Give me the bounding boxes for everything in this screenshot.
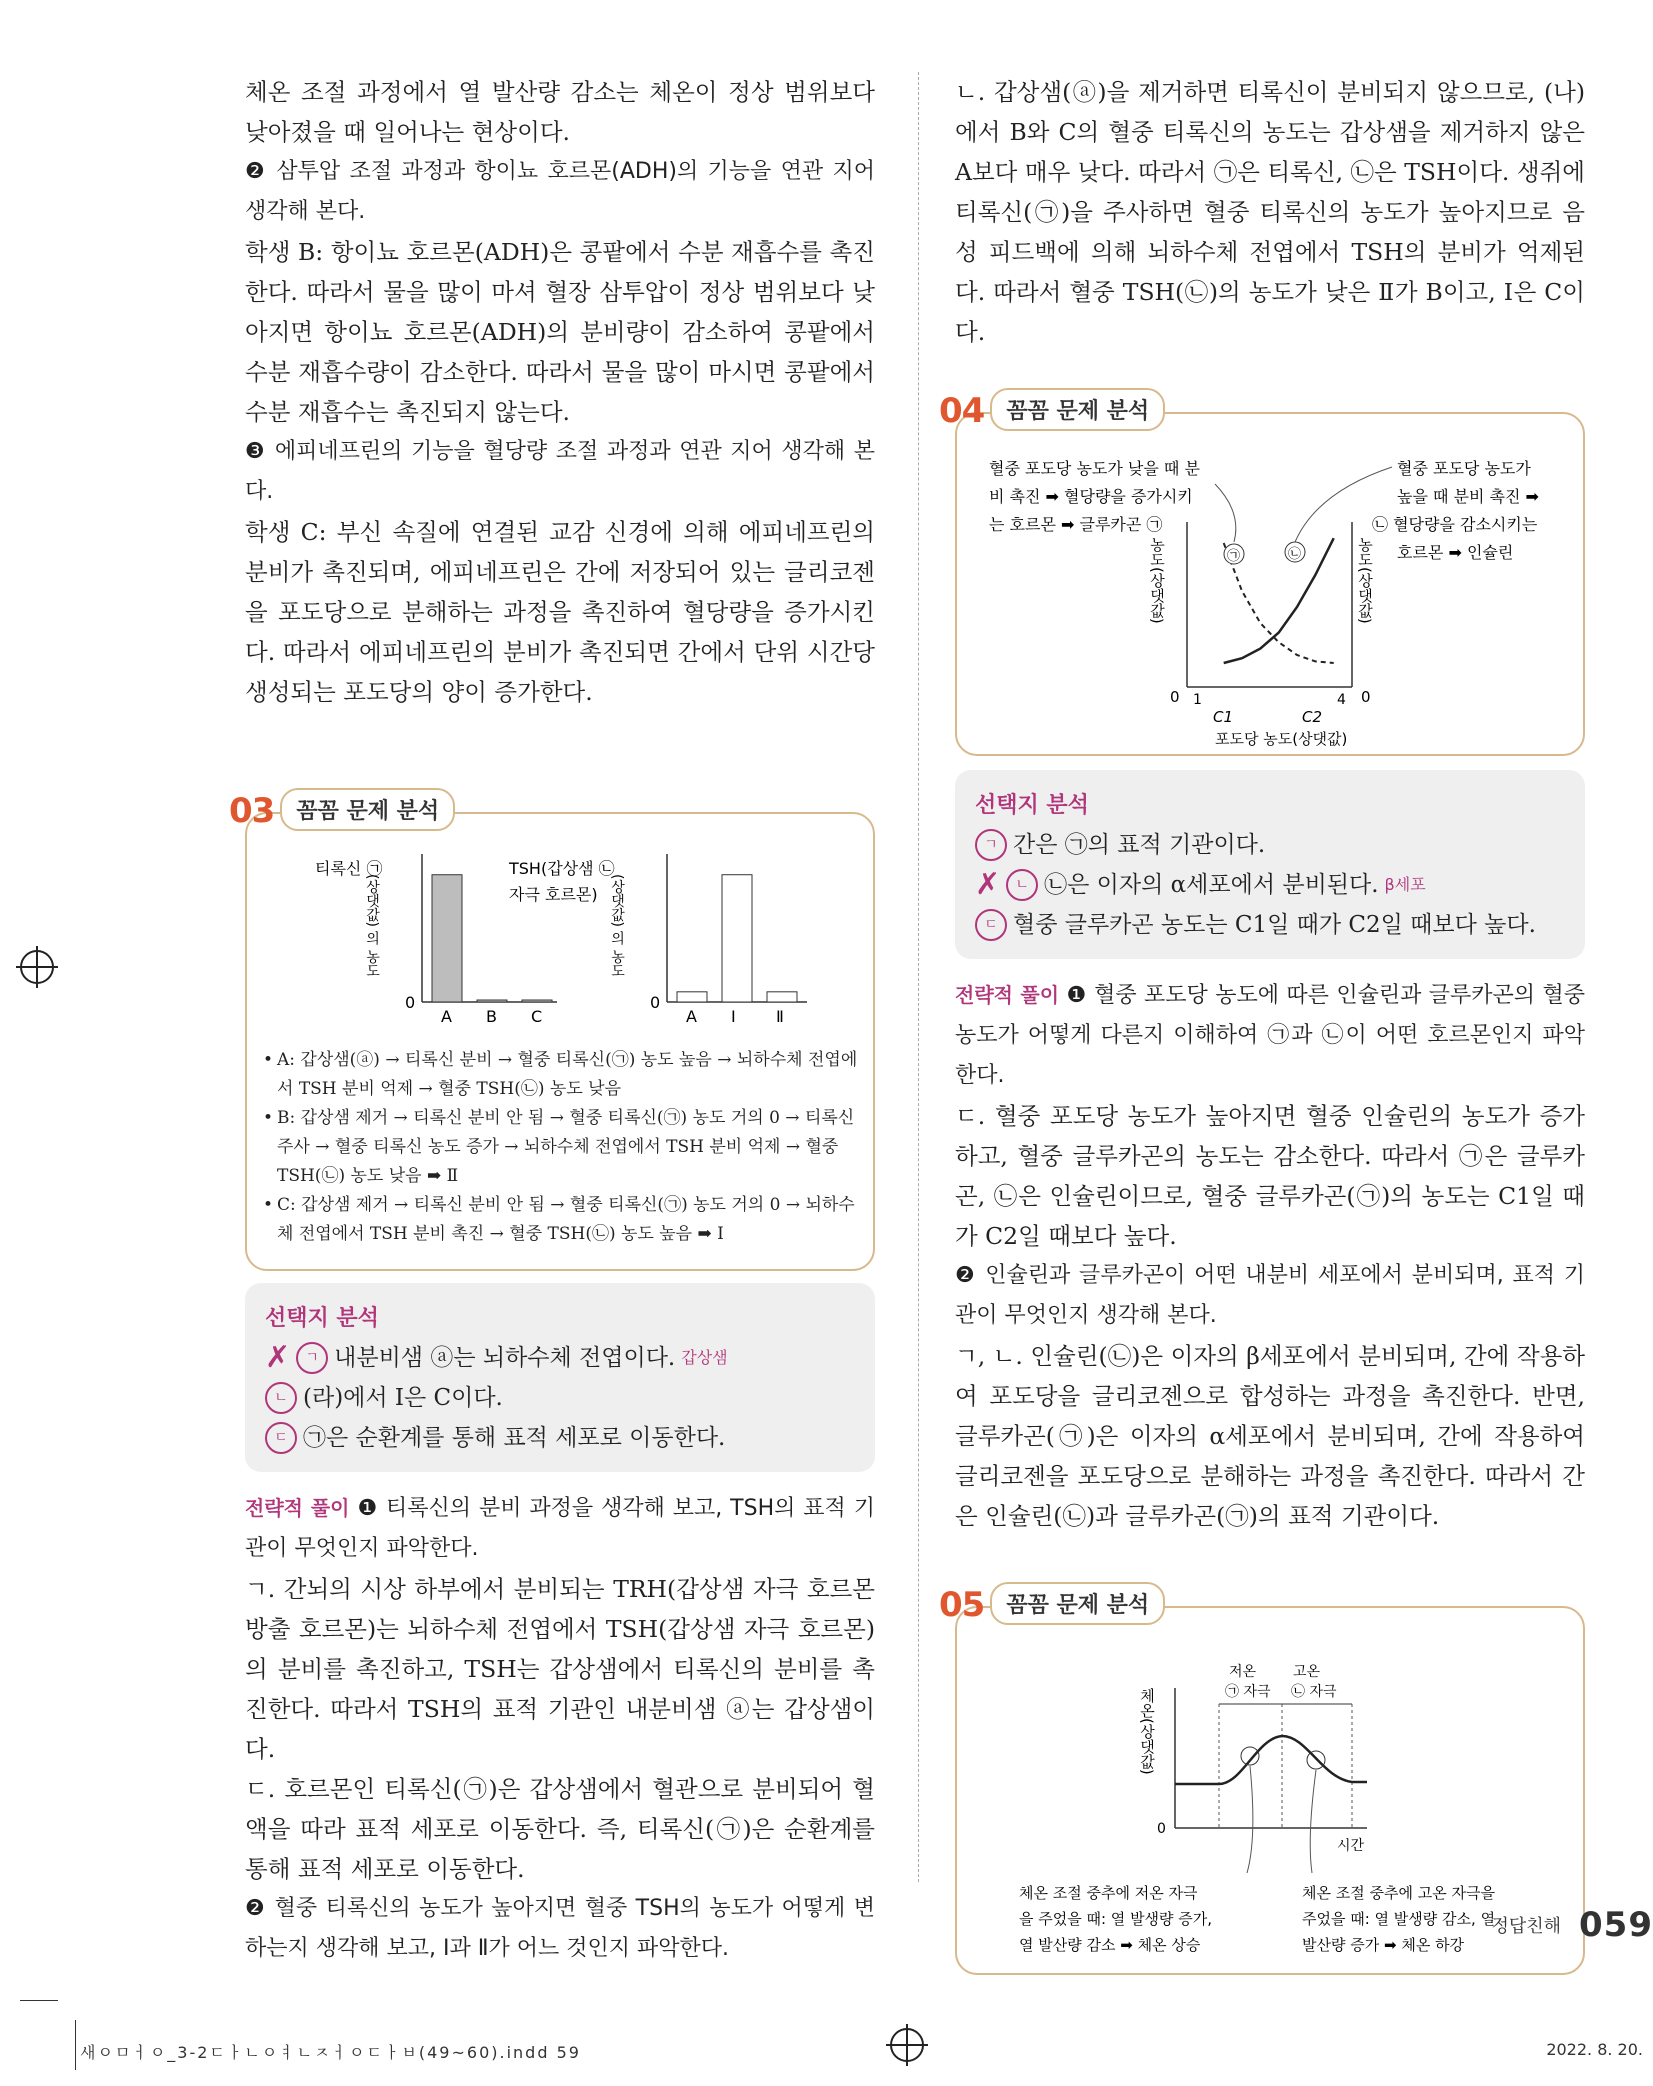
choice-mark: ㄴ xyxy=(265,1382,297,1414)
x-zero: 0 xyxy=(1170,688,1180,706)
choice-mark: ㄷ xyxy=(975,909,1007,941)
choice-mark: ㄷ xyxy=(265,1422,297,1454)
low-stim-label: ㉠ 자극 xyxy=(1225,1684,1271,1700)
crop-mark xyxy=(20,2000,58,2001)
chart1-categories xyxy=(441,1007,542,1026)
y-label-right: 농도(상댓값) xyxy=(1356,537,1374,624)
choices-04 xyxy=(955,770,1585,959)
bar-Ⅱ xyxy=(767,992,797,1002)
bar-charts xyxy=(247,854,873,1064)
bullet-c: • C: 갑상샘 제거 → 티록신 분비 안 됨 → 혈중 티록신(㉠) 농도 거의 0 → 뇌하수체 전엽에서 TSH 분비 촉진 → 혈중 TSH(㉡) 농도 높음 ➡ Ⅰ xyxy=(277,1191,867,1249)
choice-mark: ㄱ xyxy=(296,1342,328,1374)
high-stim-label: ㉡ 자극 xyxy=(1291,1684,1337,1700)
box03-bullets xyxy=(247,1046,867,1249)
choice-text: 간은 ㉠의 표적 기관이다. xyxy=(1013,832,1266,858)
x-label: 포도당 농도(상댓값) xyxy=(1215,730,1348,748)
ann-right-3: 발산량 증가 ➡ 체온 하강 xyxy=(1302,1936,1465,1954)
category-label: C xyxy=(531,1007,543,1026)
zero-label: 0 xyxy=(1157,1821,1166,1837)
choices-03 xyxy=(245,1283,875,1472)
x-tick-c2: C2 xyxy=(1302,708,1323,726)
choice-1 xyxy=(265,1338,855,1378)
body-temp-chart xyxy=(957,1608,1583,1973)
category-label: A xyxy=(441,1007,452,1026)
footer-date: 2022. 8. 20. xyxy=(1546,2040,1643,2059)
y-label-left: 농도(상댓값) xyxy=(1148,537,1166,624)
footer-file: 새ㅇㅁㅓㅇ_3-2ㄷㅏㄴㅇㅕㄴㅈㅓㅇㄷㅏㅂ(49~60).indd 59 xyxy=(80,2043,581,2062)
chart2-label-1: TSH(갑상샘 ㉡ xyxy=(509,859,615,878)
ann-right-2: 높을 때 분비 촉진 ➡ xyxy=(1397,487,1539,506)
bar-A xyxy=(432,875,462,1002)
strategy-text: ❶ 혈중 포도당 농도에 따른 인슐린과 글루카곤의 혈중 농도가 어떻게 다른지 이해하여 ㉠과 ㉡이 어떤 호르몬인지 파악한다. xyxy=(955,983,1585,1088)
left-para-4: ㄱ. 간뇌의 시상 하부에서 분비되는 TRH(갑상샘 자극 호르몬 방출 호르몬)는 뇌하수체 전엽에서 TSH(갑상샘 자극 호르몬)의 분비를 촉진하고, TSH는 갑상샘에서 티록신의 분비를 촉진한다. 따라서 TSH의 표적 기관인 내분비샘 ⓐ는 갑상샘이다. xyxy=(245,1575,875,1763)
choice-text: (라)에서 Ⅰ은 C이다. xyxy=(303,1385,503,1411)
choice-text: ㉠은 순환계를 통해 표적 세포로 이동한다. xyxy=(303,1425,726,1451)
right-para-1: ㄴ. 갑상샘(ⓐ)을 제거하면 티록신이 분비되지 않으므로, (나)에서 B와 C의 혈중 티록신의 농도는 갑상샘을 제거하지 않은 A보다 매우 낮다. 따라서 ㉠은 티록신, ㉡은 TSH이다. 생쥐에 티록신(㉠)을 주사하면 혈중 티록신의 농도가 높아지므로 음성 피드백에 의해 뇌하수체 전엽에서 TSH의 분비가 억제된다. 따라서 혈중 TSH(㉡)의 농도가 낮은 Ⅱ가 B이고, Ⅰ은 C이다. xyxy=(955,78,1585,346)
chart1-zero: 0 xyxy=(405,993,416,1012)
pointer-low xyxy=(1247,1766,1253,1873)
page-number-area xyxy=(1491,1905,1653,1945)
choice-mark: ㄴ xyxy=(1006,869,1038,901)
box-title: 꼼꼼 문제 분석 xyxy=(990,388,1165,431)
glucose-chart xyxy=(957,422,1583,752)
chart1-label: 티록신 ㉠ xyxy=(315,859,383,878)
ann-right-1: 체온 조절 중추에 고온 자극을 xyxy=(1302,1884,1495,1902)
temperature-curve xyxy=(1175,1736,1367,1784)
choices-title: 선택지 분석 xyxy=(265,1306,379,1331)
correction-note: 갑상샘 xyxy=(681,1348,728,1367)
chart1-ylabel: (상댓값) 의 농도 xyxy=(364,874,380,978)
strategy-text: ❶ 티록신의 분비 과정을 생각해 보고, TSH의 표적 기관이 무엇인지 파악한다. xyxy=(245,1496,875,1561)
choice-text: ㉡은 이자의 α세포에서 분비된다. xyxy=(1044,872,1379,898)
high-label: 고온 xyxy=(1293,1664,1321,1680)
choices-title: 선택지 분석 xyxy=(975,793,1089,818)
strategy-line xyxy=(955,975,1585,1096)
category-label: A xyxy=(686,1007,697,1026)
page-label: 정답친해 xyxy=(1491,1916,1562,1937)
page-number: 059 xyxy=(1579,1905,1653,1945)
box-title: 꼼꼼 문제 분석 xyxy=(990,1582,1165,1625)
curve-label-a: ㉠ xyxy=(1227,549,1241,564)
ann-left-2: 비 촉진 ➡ 혈당량을 증가시키 xyxy=(989,487,1193,506)
choice-3 xyxy=(265,1418,855,1458)
curve-label-b: ㉡ xyxy=(1288,547,1302,562)
low-label: 저온 xyxy=(1229,1664,1257,1680)
ann-right-1: 혈중 포도당 농도가 xyxy=(1397,459,1531,478)
bar-C xyxy=(522,1000,552,1002)
wrong-mark-icon: ✗ xyxy=(265,1340,291,1375)
ann-left-2: 을 주었을 때: 열 발생량 증가, xyxy=(1019,1910,1213,1928)
chart2-label-2: 자극 호르몬) xyxy=(509,885,598,904)
category-label: B xyxy=(486,1007,497,1026)
x-tick-4: 4 xyxy=(1337,692,1346,708)
ann-right-2: 주었을 때: 열 발생량 감소, 열 xyxy=(1302,1910,1496,1928)
pointer-high xyxy=(1310,1770,1316,1873)
box-title: 꼼꼼 문제 분석 xyxy=(280,788,455,831)
correction-note: β세포 xyxy=(1384,875,1426,894)
chart2-bars xyxy=(677,875,797,1002)
left-column xyxy=(229,72,875,1969)
wrong-mark-icon: ✗ xyxy=(975,867,1001,902)
chart2-ylabel: (상댓값) 의 농도 xyxy=(609,874,625,978)
y-label: 체온(상댓값) xyxy=(1138,1688,1156,1775)
right-para-3: ㄱ, ㄴ. 인슐린(㉡)은 이자의 β세포에서 분비되며, 간에 작용하여 포도당을 글리코젠으로 합성하는 과정을 촉진한다. 반면, 글루카곤(㉠)은 이자의 α세포에서 분비되며, 간에 작용하여 글리코젠을 포도당으로 분해하는 과정을 촉진한다. 따라서 간은 인슐린(㉡)과 글루카곤(㉠)의 표적 기관이다. xyxy=(955,1342,1585,1530)
bullet-b: • B: 갑상샘 제거 → 티록신 분비 안 됨 → 혈중 티록신(㉠) 농도 거의 0 → 티록신 주사 → 혈중 티록신 농도 증가 → 뇌하수체 전엽에서 TSH 분비 억제 → 혈중 TSH(㉡) 농도 낮음 ➡ Ⅱ xyxy=(277,1104,867,1191)
choice-2 xyxy=(975,865,1565,905)
choice-text: 혈중 글루카곤 농도는 C1일 때가 C2일 때보다 높다. xyxy=(1013,912,1536,938)
choice-text: 내분비샘 ⓐ는 뇌하수체 전엽이다. xyxy=(334,1345,676,1371)
choice-3 xyxy=(975,905,1565,945)
left-hint-3: ❸ 에피네프린의 기능을 혈당량 조절 과정과 연관 지어 생각해 본다. xyxy=(245,439,875,504)
x-tick-1: 1 xyxy=(1193,692,1202,708)
left-para-2: 학생 B: 항이뇨 호르몬(ADH)은 콩팥에서 수분 재흡수를 촉진한다. 따라서 물을 많이 마셔 혈장 삼투압이 정상 범위보다 낮아지면 항이뇨 호르몬(ADH)의 분비량이 감소하여 콩팥에서 수분 재흡수량이 감소한다. 따라서 물을 많이 마시면 콩팥에서 수분 재흡수는 촉진되지 않는다. xyxy=(245,238,875,426)
bullet-a: • A: 갑상샘(ⓐ) → 티록신 분비 → 혈중 티록신(㉠) 농도 높음 → 뇌하수체 전엽에서 TSH 분비 억제 → 혈중 TSH(㉡) 농도 낮음 xyxy=(277,1046,867,1104)
strategy-label: 전략적 풀이 xyxy=(245,1496,350,1520)
box-04 xyxy=(939,391,1585,756)
bar-B xyxy=(477,1000,507,1002)
strategy-label: 전략적 풀이 xyxy=(955,983,1060,1007)
category-label: Ⅱ xyxy=(776,1007,784,1026)
x-label: 시간 xyxy=(1337,1838,1365,1854)
left-hint-4: ❷ 혈중 티록신의 농도가 높아지면 혈중 TSH의 농도가 어떻게 변하는지 생각해 보고, Ⅰ과 Ⅱ가 어느 것인지 파악한다. xyxy=(245,1896,875,1961)
ann-left-1: 혈중 포도당 농도가 낮을 때 분 xyxy=(989,459,1200,478)
bar-Ⅰ xyxy=(722,875,752,1002)
box-03 xyxy=(229,791,875,1271)
right-hint-2: ❷ 인슐린과 글루카곤이 어떤 내분비 세포에서 분비되며, 표적 기관이 무엇인지 생각해 본다. xyxy=(955,1263,1585,1328)
bar-A xyxy=(677,992,707,1002)
choice-mark: ㄱ xyxy=(975,829,1007,861)
left-hint-2: ❷ 삼투압 조절 과정과 항이뇨 호르몬(ADH)의 기능을 연관 지어 생각해 본다. xyxy=(245,159,875,224)
column-divider xyxy=(918,72,919,1882)
choice-2 xyxy=(265,1378,855,1418)
choice-1 xyxy=(975,825,1565,865)
box-number: 04 xyxy=(939,391,985,431)
box-number: 05 xyxy=(939,1585,985,1625)
right-para-2: ㄷ. 혈중 포도당 농도가 높아지면 혈중 인슐린의 농도가 증가하고, 혈중 글루카곤의 농도는 감소한다. 따라서 ㉠은 글루카곤, ㉡은 인슐린이므로, 혈중 글루카곤(㉠)의 농도는 C1일 때가 C2일 때보다 높다. xyxy=(955,1102,1585,1250)
right-column xyxy=(939,72,1585,1975)
strategy-line xyxy=(245,1488,875,1569)
registration-mark-icon xyxy=(890,2028,924,2062)
ann-left-3: 열 발산량 감소 ➡ 체온 상승 xyxy=(1019,1936,1201,1954)
box-number: 03 xyxy=(229,791,275,831)
left-para-1: 체온 조절 과정에서 열 발산량 감소는 체온이 정상 범위보다 낮아졌을 때 일어나는 현상이다. xyxy=(245,78,875,146)
ann-left-1: 체온 조절 중추에 저온 자극 xyxy=(1019,1884,1198,1902)
chart2-zero: 0 xyxy=(650,993,661,1012)
registration-mark-icon xyxy=(20,950,54,984)
ann-right-3: ㉡ 혈당량을 감소시키는 xyxy=(1372,515,1538,534)
pointer-left xyxy=(1215,484,1236,542)
category-label: Ⅰ xyxy=(731,1007,736,1026)
crop-mark xyxy=(75,2020,76,2070)
ann-right-4: 호르몬 ➡ 인슐린 xyxy=(1397,543,1514,562)
left-para-3: 학생 C: 부신 속질에 연결된 교감 신경에 의해 에피네프린의 분비가 촉진되며, 에피네프린은 간에 저장되어 있는 글리코젠을 포도당으로 분해하는 과정을 촉진하여 혈당량을 증가시킨다. 따라서 에피네프린의 분비가 촉진되면 간에서 단위 시간당 생성되는 포도당의 양이 증가한다. xyxy=(245,518,875,706)
ann-left-3: 는 호르몬 ➡ 글루카곤 ㉠ xyxy=(989,515,1163,534)
left-para-5: ㄷ. 호르몬인 티록신(㉠)은 갑상샘에서 혈관으로 분비되어 혈액을 따라 표적 세포로 이동한다. 즉, 티록신(㉠)은 순환계를 통해 표적 세포로 이동한다. xyxy=(245,1775,875,1883)
x-zero-right: 0 xyxy=(1361,688,1371,706)
x-tick-c1: C1 xyxy=(1213,708,1234,726)
chart2-categories xyxy=(686,1007,784,1026)
